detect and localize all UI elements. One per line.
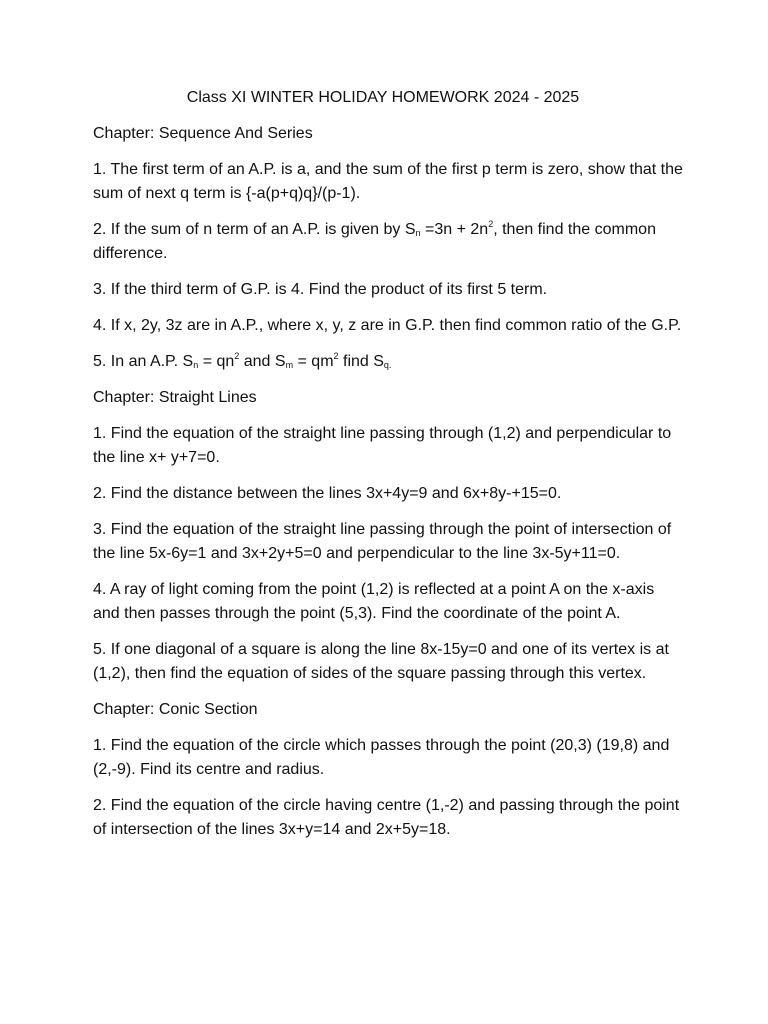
question-conic-2: 2. Find the equation of the circle having centre (1,-2) and passing through the point of intersection of the lines 3x+y=14 and 2x+5y=18. <box>93 797 680 838</box>
chapter-heading-straight-lines: Chapter: Straight Lines <box>93 389 257 406</box>
subscript: m <box>285 360 294 370</box>
document-page <box>93 86 683 854</box>
question-text: 2. If the sum of n term of an A.P. is given by S <box>93 221 416 238</box>
question-text: =3n + 2n <box>420 221 489 238</box>
question-sequence-4: 4. If x, 2y, 3z are in A.P., where x, y, z are in G.P. then find common ratio of the G.P. <box>93 317 682 334</box>
document-title: Class XI WINTER HOLIDAY HOMEWORK 2024 - 2025 <box>186 89 580 106</box>
question-lines-5: 5. If one diagonal of a square is along the line 8x-15y=0 and one of its vertex is at (1,2), then find the equation of sides of the square passing through this vertex. <box>93 641 669 682</box>
question-sequence-2 <box>93 218 683 266</box>
question-lines-4: 4. A ray of light coming from the point (1,2) is reflected at a point A on the x-axis and then passes through the point (5,3). Find the coordinate of the point A. <box>93 581 655 622</box>
chapter-heading-sequence-series: Chapter: Sequence And Series <box>93 125 313 142</box>
question-sequence-5 <box>93 350 683 374</box>
chapter-heading-conic-section: Chapter: Conic Section <box>93 701 258 718</box>
superscript: 2 <box>488 219 494 229</box>
question-text: 5. In an A.P. S <box>93 353 194 370</box>
question-lines-3: 3. Find the equation of the straight line passing through the point of intersection of the line 5x-6y=1 and 3x+2y+5=0 and perpendicular to the line 3x-5y+11=0. <box>93 521 672 562</box>
question-text: and S <box>239 353 286 370</box>
question-sequence-1: 1. The first term of an A.P. is a, and the sum of the first p term is zero, show that the sum of next q term is {-a(p+q)q}/(p-1). <box>93 161 683 202</box>
superscript: 2 <box>333 351 339 361</box>
subscript: n <box>193 360 199 370</box>
question-text: = qn <box>198 353 235 370</box>
question-text: find S <box>338 353 384 370</box>
question-sequence-3: 3. If the third term of G.P. is 4. Find the product of its first 5 term. <box>93 281 548 298</box>
subscript: n <box>415 228 421 238</box>
question-conic-1: 1. Find the equation of the circle which passes through the point (20,3) (19,8) and (2,-9). Find its centre and radius. <box>93 737 670 778</box>
question-text: = qm <box>293 353 334 370</box>
question-lines-2: 2. Find the distance between the lines 3x+4y=9 and 6x+8y-+15=0. <box>93 485 562 502</box>
superscript: 2 <box>234 351 240 361</box>
question-lines-1: 1. Find the equation of the straight line passing through (1,2) and perpendicular to the line x+ y+7=0. <box>93 425 672 466</box>
question-text: , then find the common difference. <box>93 221 656 262</box>
subscript: q. <box>383 360 392 370</box>
